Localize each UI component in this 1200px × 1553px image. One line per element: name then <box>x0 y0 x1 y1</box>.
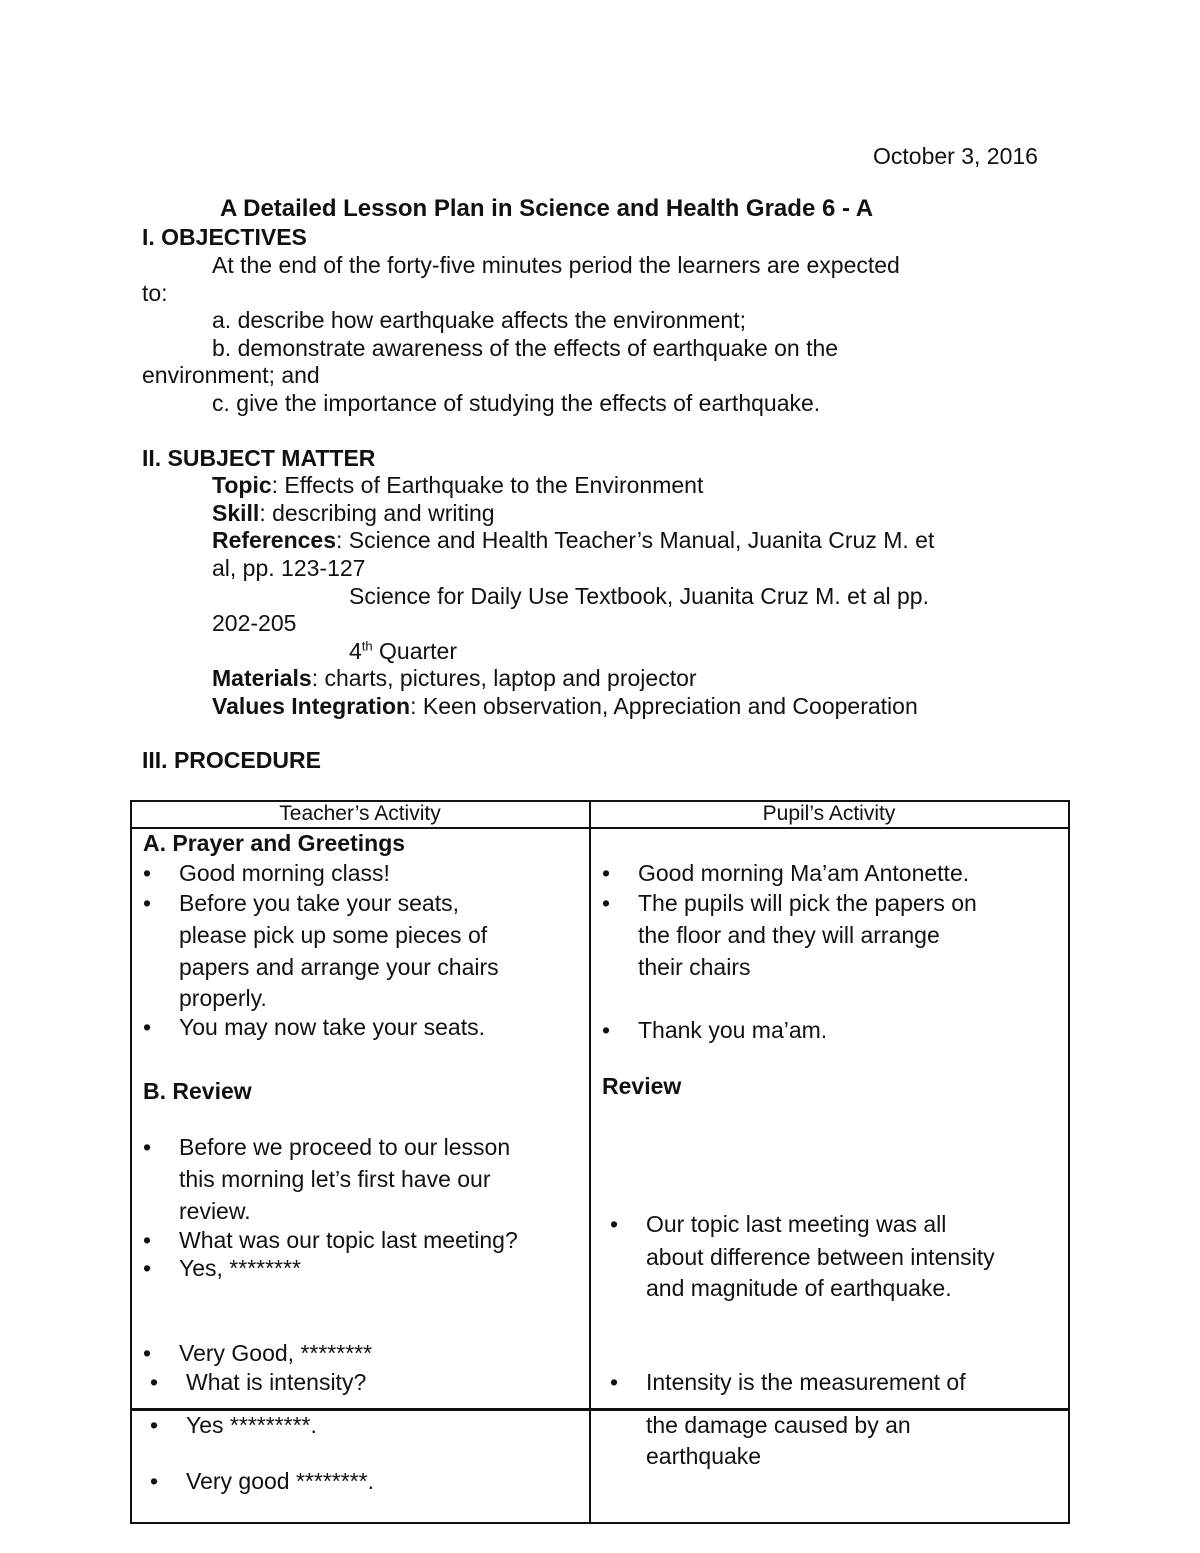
topic-label: Topic <box>212 472 272 498</box>
objective-a: a. describe how earthquake affects the environment; <box>212 307 747 333</box>
teacher-item-review-intro-cont-2: review. <box>179 1198 251 1224</box>
objective-b: b. demonstrate awareness of the effects of earthquake on the <box>212 335 839 361</box>
bullet: • <box>143 1227 152 1253</box>
bullet: • <box>143 1255 152 1281</box>
values-label: Values Integration <box>212 693 411 719</box>
quarter-text: Quarter <box>372 638 458 664</box>
teacher-item-text: Good morning class! <box>179 860 390 886</box>
references-line <box>212 526 934 554</box>
teacher-item-seats-cont-3: properly. <box>179 985 267 1011</box>
bullet: • <box>143 1134 152 1160</box>
values-line <box>212 692 918 720</box>
bullet: • <box>150 1369 159 1395</box>
materials-value: : charts, pictures, laptop and projector <box>311 665 697 691</box>
table-border-right <box>1068 800 1070 1524</box>
skill-line <box>212 499 495 527</box>
skill-label: Skill <box>212 500 260 526</box>
bullet: • <box>602 890 611 916</box>
teacher-item-text: You may now take your seats. <box>179 1014 485 1040</box>
teacher-item-text: Yes, ******** <box>179 1255 301 1281</box>
objectives-heading: I. OBJECTIVES <box>142 224 307 250</box>
bullet: • <box>143 1340 152 1366</box>
document-date: October 3, 2016 <box>873 143 1038 169</box>
teacher-item-text: What was our topic last meeting? <box>179 1227 518 1253</box>
procedure-heading: III. PROCEDURE <box>142 747 321 773</box>
topic-value: : Effects of Earthquake to the Environment <box>271 472 704 498</box>
values-value: : Keen observation, Appreciation and Cooperation <box>410 693 918 719</box>
bullet: • <box>143 860 152 886</box>
skill-value: : describing and writing <box>259 500 495 526</box>
column-header-teacher: Teacher’s Activity <box>279 802 441 825</box>
references-second: Science for Daily Use Textbook, Juanita Cruz M. et al pp. <box>349 583 929 609</box>
table-border-left <box>130 800 132 1524</box>
topic-line <box>212 471 703 499</box>
pupil-item-pick-papers-cont-1: the floor and they will arrange <box>638 922 940 948</box>
teacher-item-text: Very Good, ******** <box>179 1340 373 1366</box>
teacher-item-text: Yes *********. <box>186 1412 317 1438</box>
objective-c: c. give the importance of studying the effects of earthquake. <box>212 390 821 416</box>
column-header-pupil: Pupil’s Activity <box>762 802 896 825</box>
pupil-item-last-topic-cont-1: about difference between intensity <box>646 1244 995 1270</box>
pupil-item-last-topic-cont-2: and magnitude of earthquake. <box>646 1275 952 1301</box>
pupil-item-intensity-cont-2: earthquake <box>646 1443 762 1469</box>
document-title: A Detailed Lesson Plan in Science and Health Grade 6 - A <box>220 195 874 222</box>
bullet: • <box>602 860 611 886</box>
materials-line <box>212 664 697 692</box>
quarter-suffix: th <box>361 638 373 654</box>
bullet: • <box>610 1369 619 1395</box>
materials-label: Materials <box>212 665 312 691</box>
objectives-intro-cont: to: <box>142 280 168 306</box>
pupil-review-heading: Review <box>602 1073 682 1099</box>
references-label: References <box>212 527 337 553</box>
pupil-item-pick-papers-cont-2: their chairs <box>638 954 751 980</box>
references-second-cont: 202-205 <box>212 610 297 636</box>
teacher-item-text: Before you take your seats, <box>179 890 459 916</box>
bullet: • <box>150 1468 159 1494</box>
pupil-item-text: The pupils will pick the papers on <box>638 890 977 916</box>
section-b-heading: B. Review <box>143 1078 252 1104</box>
teacher-item-seats-cont-1: please pick up some pieces of <box>179 922 488 948</box>
teacher-item-text: Before we proceed to our lesson <box>179 1134 511 1160</box>
table-column-divider <box>589 800 591 1524</box>
pupil-item-intensity-cont-1: the damage caused by an <box>646 1412 911 1438</box>
references-value: : Science and Health Teacher’s Manual, Juanita Cruz M. et <box>336 527 935 553</box>
teacher-item-text: Very good ********. <box>186 1468 374 1494</box>
teacher-item-seats-cont-2: papers and arrange your chairs <box>179 954 499 980</box>
references-cont: al, pp. 123-127 <box>212 555 366 581</box>
pupil-item-text: Our topic last meeting was all <box>646 1211 947 1237</box>
subject-matter-heading: II. SUBJECT MATTER <box>142 445 376 471</box>
pupil-item-text: Intensity is the measurement of <box>646 1369 966 1395</box>
bullet: • <box>602 1017 611 1043</box>
objective-b-cont: environment; and <box>142 362 320 388</box>
teacher-item-text: What is intensity? <box>186 1369 367 1395</box>
section-a-heading: A. Prayer and Greetings <box>143 830 406 856</box>
pupil-item-text: Thank you ma’am. <box>638 1017 828 1043</box>
teacher-item-review-intro-cont-1: this morning let’s first have our <box>179 1166 491 1192</box>
table-border-bottom <box>130 1522 1070 1524</box>
table-page-break-divider <box>130 1408 1070 1411</box>
bullet: • <box>143 1014 152 1040</box>
bullet: • <box>150 1412 159 1438</box>
bullet: • <box>610 1211 619 1237</box>
pupil-item-text: Good morning Ma’am Antonette. <box>638 860 970 886</box>
objectives-intro: At the end of the forty-five minutes period the learners are expected <box>212 252 900 278</box>
quarter-number: 4 <box>349 638 362 664</box>
bullet: • <box>143 890 152 916</box>
quarter-line <box>349 637 457 665</box>
